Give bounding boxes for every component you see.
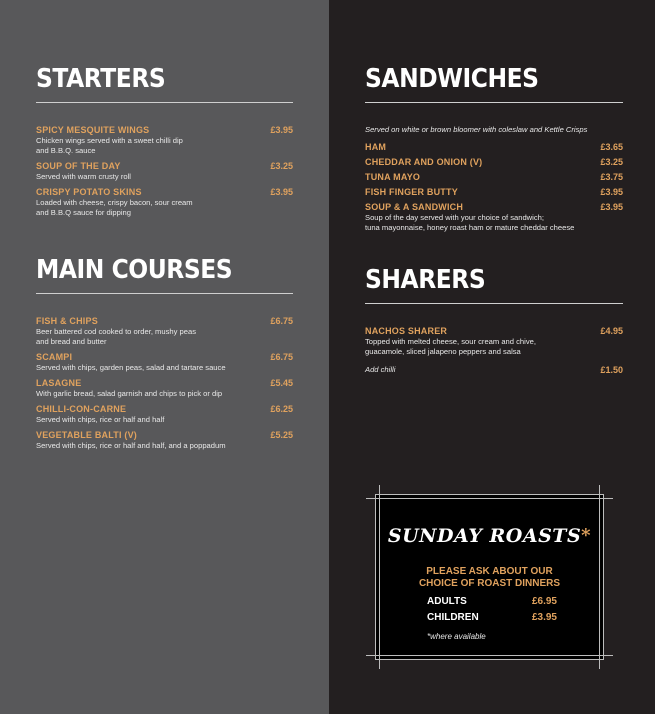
menu-item [365, 326, 623, 357]
roast-footnote: *where available [427, 632, 486, 641]
main-courses-heading: MAIN COURSES [36, 255, 233, 285]
frame-line [366, 498, 613, 499]
item-description: Served with warm crusty roll [36, 172, 131, 181]
item-price: £4.95 [600, 326, 623, 336]
frame-line [366, 655, 613, 656]
sharers-divider [365, 303, 623, 304]
roast-price: £3.95 [531, 612, 557, 623]
item-name: SCAMPI [36, 352, 73, 362]
item-description: With garlic bread, salad garnish and chips to pick or dip [36, 389, 223, 398]
item-name: SPICY MESQUITE WINGS [36, 125, 150, 135]
item-description: Topped with melted cheese, sour cream and chive, guacamole, sliced jalapeno peppers and salsa [365, 337, 536, 356]
item-price: £6.75 [270, 352, 293, 362]
sandwiches-section [365, 64, 623, 233]
menu-item [365, 172, 623, 183]
roast-ask-text: PLEASE ASK ABOUT OUR CHOICE OF ROAST DINNERS [418, 566, 561, 589]
item-description: Served with chips, rice or half and half, and a poppadum [36, 441, 226, 450]
roast-price-row [427, 596, 557, 607]
menu-item [36, 187, 293, 218]
item-description: Loaded with cheese, crispy bacon, sour cream and B.B.Q sauce for dipping [36, 198, 193, 217]
main-courses-divider [36, 293, 293, 294]
sunday-roasts-title [366, 525, 613, 547]
item-description: Beer battered cod cooked to order, mushy peas and bread and butter [36, 327, 196, 346]
sandwiches-divider [365, 102, 623, 103]
item-price: £3.65 [600, 142, 623, 152]
sharers-heading: SHARERS [365, 265, 486, 295]
item-name: FISH & CHIPS [36, 316, 98, 326]
menu-item [36, 125, 293, 156]
item-name: HAM [365, 142, 387, 152]
item-name: SOUP OF THE DAY [36, 161, 121, 171]
item-price: £3.95 [600, 202, 623, 212]
item-price: £5.45 [270, 378, 293, 388]
starters-section [36, 64, 293, 218]
sharers-section [365, 265, 623, 375]
sunday-roasts-box [366, 485, 613, 669]
item-price: £3.75 [600, 172, 623, 182]
item-description: Served with chips, garden peas, salad and tartare sauce [36, 363, 226, 372]
item-price: £3.25 [600, 157, 623, 167]
extra-name: Add chilli [365, 365, 396, 374]
item-name: CHILLI-CON-CARNE [36, 404, 127, 414]
item-name: CRISPY POTATO SKINS [36, 187, 142, 197]
item-name: CHEDDAR AND ONION (V) [365, 157, 483, 167]
sandwiches-intro: Served on white or brown bloomer with coleslaw and Kettle Crisps [365, 125, 588, 134]
item-name: SOUP & A SANDWICH [365, 202, 464, 212]
menu-extra [365, 365, 623, 375]
menu-item [36, 378, 293, 399]
item-name: VEGETABLE BALTI (V) [36, 430, 137, 440]
menu-item [36, 352, 293, 373]
menu-item [365, 142, 623, 153]
roast-price: £6.95 [531, 596, 557, 607]
menu-item [36, 161, 293, 182]
item-name: TUNA MAYO [365, 172, 421, 182]
menu-item [365, 157, 623, 168]
roast-label: ADULTS [427, 596, 467, 607]
roast-label: CHILDREN [427, 612, 479, 623]
item-price: £6.75 [270, 316, 293, 326]
item-name: NACHOS SHARER [365, 326, 448, 336]
starters-divider [36, 102, 293, 103]
menu-item [36, 316, 293, 347]
item-price: £3.95 [270, 187, 293, 197]
roast-price-row [427, 612, 557, 623]
item-price: £6.25 [270, 404, 293, 414]
roast-title-star: * [581, 525, 592, 546]
item-name: FISH FINGER BUTTY [365, 187, 458, 197]
roast-title-text: SUNDAY ROASTS [387, 525, 582, 547]
item-price: £3.25 [270, 161, 293, 171]
item-price: £3.95 [270, 125, 293, 135]
sandwiches-heading: SANDWICHES [365, 64, 539, 94]
menu-item [365, 187, 623, 198]
menu-item [365, 202, 623, 233]
extra-price: £1.50 [600, 365, 623, 375]
menu-item [36, 430, 293, 451]
item-price: £5.25 [270, 430, 293, 440]
main-courses-section [36, 255, 293, 451]
item-description: Chicken wings served with a sweet chilli dip and B.B.Q. sauce [36, 136, 183, 155]
item-description: Soup of the day served with your choice of sandwich; tuna mayonnaise, honey roast ham or mature cheddar cheese [365, 213, 575, 232]
item-name: LASAGNE [36, 378, 82, 388]
item-price: £3.95 [600, 187, 623, 197]
menu-item [36, 404, 293, 425]
starters-heading: STARTERS [36, 64, 166, 94]
item-description: Served with chips, rice or half and half [36, 415, 165, 424]
